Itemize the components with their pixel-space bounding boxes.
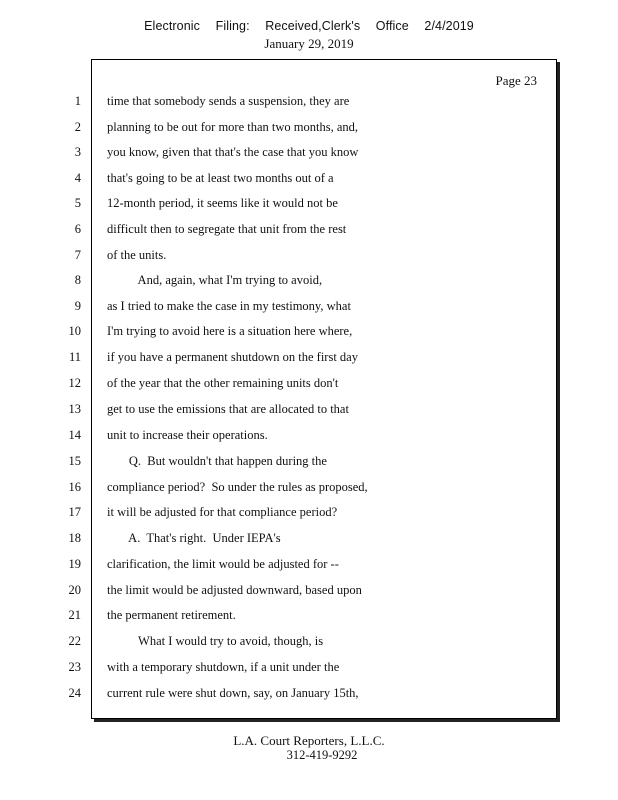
transcript-line (0, 171, 618, 191)
line-text: of the units. (107, 248, 167, 262)
line-number: 13 (68, 402, 81, 416)
filing-word-1: Electronic (144, 19, 201, 33)
court-reporter-name: L.A. Court Reporters, L.L.C. (233, 733, 385, 748)
line-number: 3 (74, 145, 81, 159)
transcript-line (0, 196, 618, 216)
line-number: 20 (68, 583, 81, 597)
transcript-line (0, 120, 618, 140)
line-text: current rule were shut down, say, on January 15th, (107, 686, 359, 700)
line-number: 7 (74, 248, 81, 262)
transcript-line (0, 248, 618, 268)
transcript-line (0, 608, 618, 628)
line-number: 22 (68, 634, 81, 648)
line-number: 18 (68, 531, 81, 545)
transcript-line (0, 299, 618, 319)
line-text: Q. But wouldn't that happen during the (107, 454, 327, 468)
line-text: of the year that the other remaining units don't (107, 376, 339, 390)
transcript-line (0, 583, 618, 603)
line-number: 14 (68, 428, 81, 442)
line-number: 2 (74, 120, 81, 134)
line-text: What I would try to avoid, though, is (107, 634, 324, 648)
line-number: 9 (74, 299, 81, 313)
line-number: 17 (68, 505, 81, 519)
line-text: get to use the emissions that are allocated to that (107, 402, 349, 416)
line-number: 21 (68, 608, 81, 622)
line-text: as I tried to make the case in my testimony, what (107, 299, 351, 313)
filing-word-4: Office (375, 19, 409, 33)
line-text: you know, given that that's the case that you know (107, 145, 359, 159)
line-text: if you have a permanent shutdown on the first day (107, 350, 358, 364)
line-number: 4 (74, 171, 81, 185)
filing-word-2: Filing: (215, 19, 250, 33)
line-number: 6 (74, 222, 81, 236)
line-text: that's going to be at least two months out of a (107, 171, 334, 185)
line-text: it will be adjusted for that compliance period? (107, 505, 338, 519)
line-text: with a temporary shutdown, if a unit under the (107, 660, 340, 674)
transcript-line (0, 350, 618, 370)
transcript-line (0, 505, 618, 525)
transcript-line (0, 428, 618, 448)
transcript-line (0, 145, 618, 165)
line-text: I'm trying to avoid here is a situation here where, (107, 324, 353, 338)
line-number: 12 (68, 376, 81, 390)
line-text: A. That's right. Under IEPA's (107, 531, 281, 545)
line-text: planning to be out for more than two months, and, (107, 120, 359, 134)
line-number: 1 (74, 94, 81, 108)
line-number: 5 (74, 196, 81, 210)
transcript-line (0, 273, 618, 293)
page-number: Page 23 (495, 73, 537, 88)
line-number: 23 (68, 660, 81, 674)
transcript-line (0, 324, 618, 344)
transcript-line (0, 660, 618, 680)
line-number: 19 (68, 557, 81, 571)
transcript-line (0, 480, 618, 500)
line-number: 16 (68, 480, 81, 494)
line-number: 15 (68, 454, 81, 468)
line-number: 8 (74, 273, 81, 287)
transcript-line (0, 222, 618, 242)
transcript-line (0, 634, 618, 654)
line-number: 10 (68, 324, 81, 338)
transcript-line (0, 531, 618, 551)
court-reporter-phone: 312-419-9292 (286, 748, 358, 762)
line-number: 11 (68, 350, 81, 364)
filing-word-5: 2/4/2019 (424, 19, 474, 33)
line-text: clarification, the limit would be adjusted for -- (107, 557, 339, 571)
transcript-date: January 29, 2019 (264, 36, 354, 51)
line-text: the permanent retirement. (107, 608, 236, 622)
transcript-line (0, 402, 618, 422)
transcript-line (0, 94, 618, 114)
line-number: 24 (68, 686, 81, 700)
line-text: 12-month period, it seems like it would not be (107, 196, 338, 210)
line-text: And, again, what I'm trying to avoid, (107, 273, 323, 287)
transcript-line (0, 557, 618, 577)
transcript-line (0, 686, 618, 706)
line-text: the limit would be adjusted downward, based upon (107, 583, 362, 597)
line-text: compliance period? So under the rules as proposed, (107, 480, 368, 494)
line-text: unit to increase their operations. (107, 428, 268, 442)
transcript-line (0, 454, 618, 474)
line-text: time that somebody sends a suspension, they are (107, 94, 350, 108)
filing-word-3: Received,Clerk's (265, 19, 361, 33)
line-text: difficult then to segregate that unit from the rest (107, 222, 347, 236)
transcript-line (0, 376, 618, 396)
